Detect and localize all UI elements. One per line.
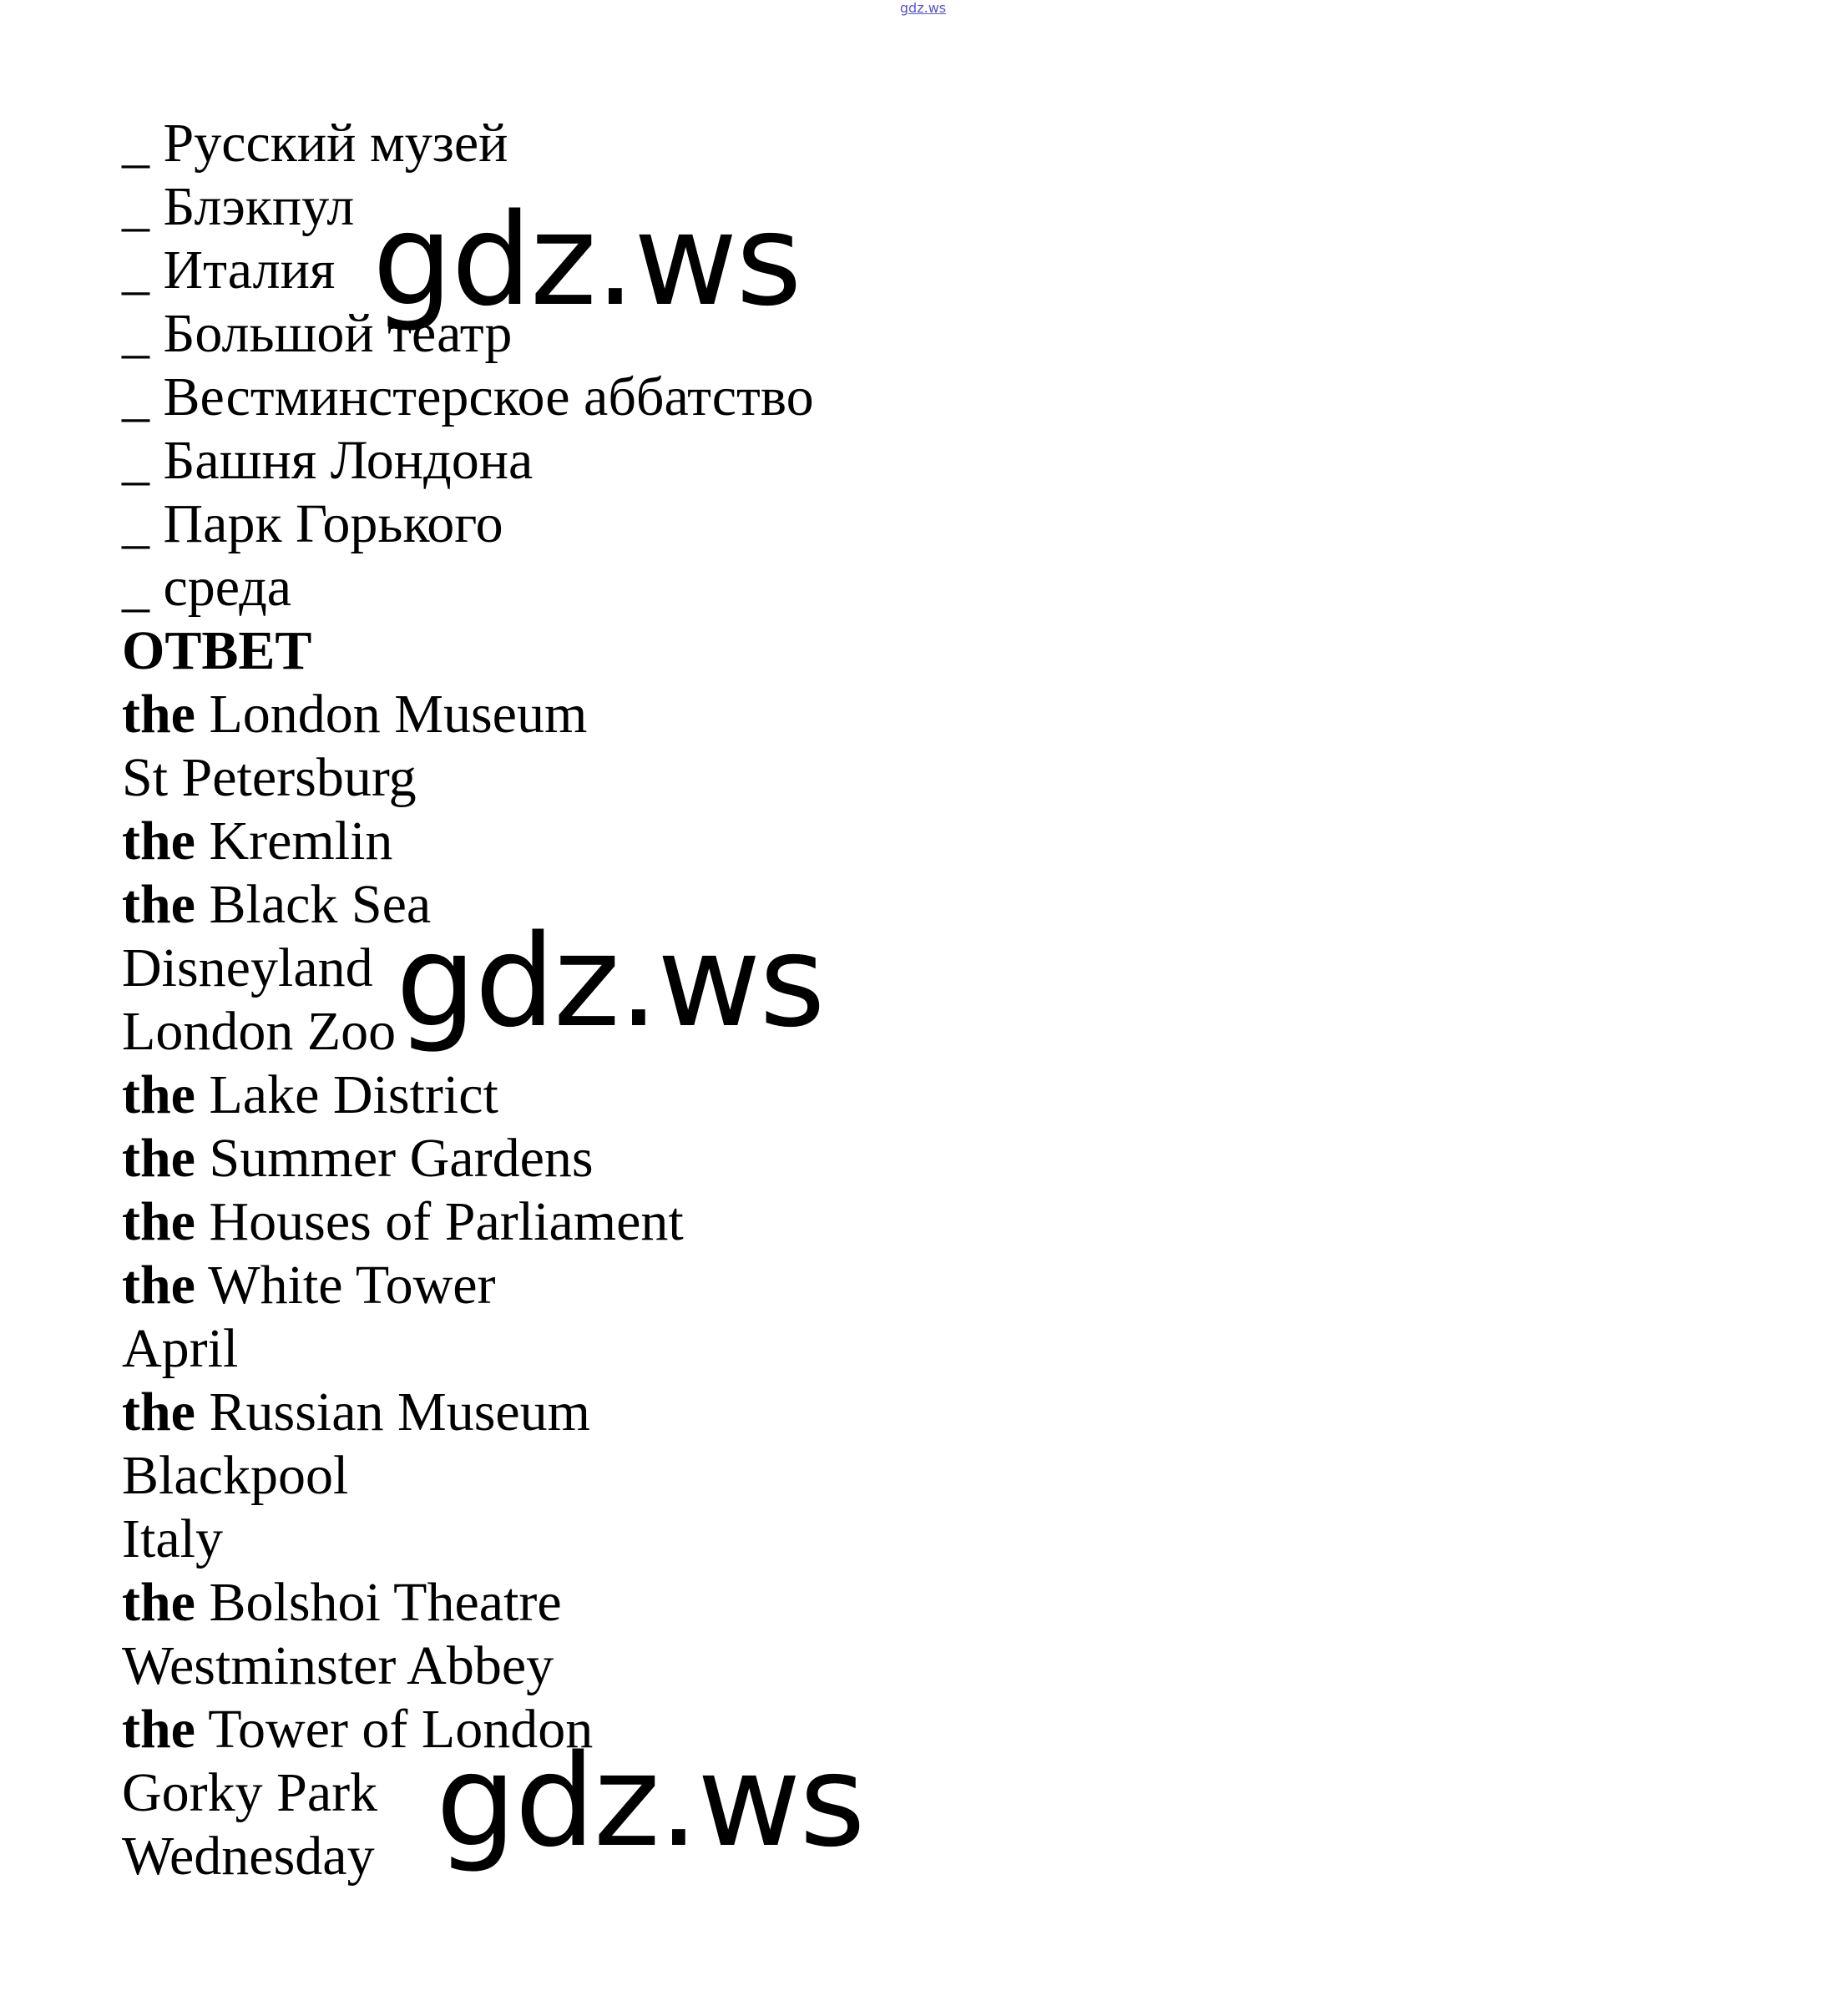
list-item [122,556,814,619]
watermark: gdz.ws [396,907,824,1055]
blank-marker: _ [122,176,164,237]
watermark: gdz.ws [372,186,801,334]
blank-marker: _ [122,240,164,301]
item-text: Вестминстерское аббатство [163,366,814,427]
answer-item [122,1127,814,1190]
list-item [122,493,814,556]
answer-item [122,683,814,746]
blank-marker: _ [122,113,164,174]
answer-item [122,1064,814,1127]
blank-marker: _ [122,303,164,364]
answer-text: Lake District [195,1064,498,1125]
item-text: среда [163,557,292,618]
answer-text: Tower of London [195,1699,594,1760]
answer-item [122,1571,814,1635]
header-site-mark: gdz.ws [899,0,947,16]
answer-text: Houses of Parliament [195,1191,684,1252]
article: the [122,1699,195,1760]
blank-marker: _ [122,557,164,618]
answer-item [122,810,814,873]
item-text: Большой театр [163,303,513,364]
item-text: Парк Горького [163,493,503,554]
answer-item [122,746,814,810]
answer-text: Blackpool [122,1445,349,1506]
article: the [122,1191,195,1252]
answer-text: Russian Museum [195,1382,591,1443]
answer-text: Black Sea [195,874,432,935]
item-text: Блэкпул [163,176,355,237]
list-item [122,366,814,429]
answer-item [122,1508,814,1571]
answer-text: Kremlin [195,811,393,872]
item-text: Башня Лондона [163,430,534,491]
article: the [122,1382,195,1443]
item-text: Русский музей [163,113,508,174]
answer-text: Gorky Park [122,1762,378,1823]
item-text: Италия [163,240,336,301]
list-item [122,429,814,493]
article: the [122,1128,195,1189]
article: the [122,811,195,872]
blank-marker: _ [122,430,164,491]
article: the [122,874,195,935]
answer-item [122,1317,814,1381]
answer-item [122,1635,814,1698]
answer-text: Wednesday [122,1826,375,1887]
answer-text: Bolshoi Theatre [195,1572,562,1633]
answer-text: London Zoo [122,1001,397,1062]
blank-marker: _ [122,493,164,554]
answer-text: Summer Gardens [195,1128,594,1189]
article: the [122,684,195,745]
answer-list [122,683,814,1888]
answer-text: Westminster Abbey [122,1635,554,1696]
answer-item [122,1444,814,1508]
answer-text: White Tower [195,1255,496,1316]
answer-text: Disneyland [122,937,373,998]
answer-text: St Petersburg [122,747,417,808]
answer-item [122,1190,814,1254]
article: the [122,1064,195,1125]
answer-text: Italy [122,1508,223,1569]
list-item [122,112,814,175]
answer-text: April [122,1318,239,1379]
article: the [122,1572,195,1633]
answer-text: London Museum [195,684,588,745]
article: the [122,1255,195,1316]
blank-marker: _ [122,366,164,427]
answer-item [122,1254,814,1317]
answer-item [122,1381,814,1444]
watermark: gdz.ws [436,1727,864,1875]
answer-heading: ОТВЕТ [122,620,312,681]
